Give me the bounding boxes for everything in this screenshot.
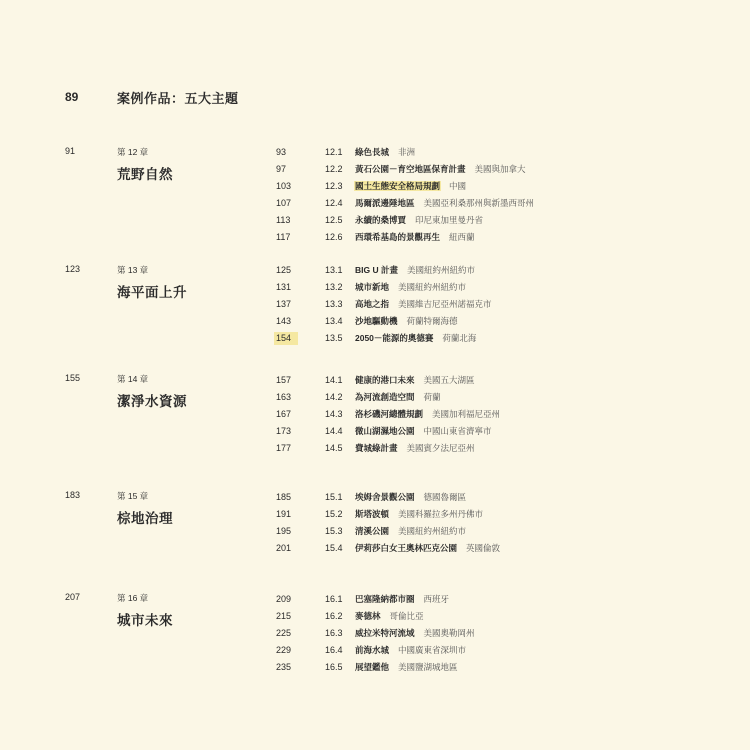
entry-page-number: 143 [276, 316, 292, 326]
entry-page-number: 185 [276, 492, 292, 502]
entry-location: 美國賓夕法尼亞州 [406, 443, 475, 453]
entry-title: 巴塞隆納都市圈 [355, 594, 415, 604]
entry-location: 中國 [449, 181, 467, 191]
entry-number: 14.1 [325, 375, 343, 385]
toc-entry[interactable] [0, 214, 750, 228]
entry-number: 13.1 [325, 265, 343, 275]
entry-number: 16.2 [325, 611, 343, 621]
entry-location: 哥倫比亞 [389, 611, 424, 621]
entry-page-number: 93 [276, 147, 287, 157]
entry-title: BIG U 計畫 [355, 265, 398, 275]
chapter-label: 第 12 章 [117, 147, 149, 157]
entry-title: 健康的港口未來 [355, 375, 415, 385]
toc-entry[interactable] [0, 491, 750, 505]
chapter-title: 棕地治理 [117, 511, 173, 527]
entry-page-number: 195 [276, 526, 292, 536]
entry-location: 美國鹽湖城地區 [398, 662, 458, 672]
entry-location: 非洲 [398, 147, 416, 157]
entry-number: 12.3 [325, 181, 343, 191]
entry-page-number: 97 [276, 164, 287, 174]
entry-location: 荷蘭特爾海德 [406, 316, 458, 326]
toc-entry[interactable] [0, 627, 750, 641]
toc-entry[interactable] [0, 508, 750, 522]
entry-number: 12.1 [325, 147, 343, 157]
toc-entry[interactable] [0, 332, 750, 346]
entry-title: 費城綠計畫 [355, 443, 398, 453]
entry-location: 中國廣東省深圳市 [398, 645, 467, 655]
entry-location: 美國紐約州紐約市 [406, 265, 475, 275]
toc-entry[interactable] [0, 298, 750, 312]
entry-location: 美國紐約州紐約市 [398, 526, 467, 536]
chapter-title: 潔淨水資源 [117, 394, 187, 410]
chapter-title: 荒野自然 [117, 167, 173, 183]
entry-location: 中國山東省濟寧市 [423, 426, 492, 436]
chapter-title: 城市未來 [117, 613, 173, 629]
entry-number: 16.3 [325, 628, 343, 638]
entry-title: 威拉米特河流域 [355, 628, 415, 638]
toc-entry[interactable] [0, 425, 750, 439]
toc-entry[interactable] [0, 146, 750, 160]
entry-page-number: 137 [276, 299, 292, 309]
entry-title: 西環希基島的景觀再生 [355, 232, 441, 242]
entry-page-number: 131 [276, 282, 292, 292]
entry-number: 12.2 [325, 164, 343, 174]
entry-page-number: 225 [276, 628, 292, 638]
entry-number: 12.5 [325, 215, 343, 225]
entry-number: 13.5 [325, 333, 343, 343]
toc-entry[interactable] [0, 264, 750, 278]
entry-number: 15.3 [325, 526, 343, 536]
chapter-page-number: 207 [65, 592, 81, 602]
entry-number: 15.1 [325, 492, 343, 502]
chapter-label: 第 14 章 [117, 374, 149, 384]
entry-title: 斯塔波頓 [355, 509, 390, 519]
entry-page-number: 163 [276, 392, 292, 402]
entry-page-number-highlighted: 154 [274, 332, 298, 345]
entry-title-highlighted: 國土生態安全格局規劃 [355, 181, 441, 191]
toc-entry[interactable] [0, 442, 750, 456]
entry-title: 埃姆舍景觀公園 [355, 492, 415, 502]
entry-location: 美國科羅拉多州丹佛市 [398, 509, 484, 519]
entry-page-number: 107 [276, 198, 292, 208]
entry-location: 美國奧勒岡州 [423, 628, 475, 638]
entry-number: 14.5 [325, 443, 343, 453]
entry-title: 清溪公園 [355, 526, 390, 536]
entry-page-number: 173 [276, 426, 292, 436]
entry-title: 前海水城 [355, 645, 390, 655]
entry-page-number: 191 [276, 509, 292, 519]
entry-page-number: 229 [276, 645, 292, 655]
entry-title: 伊莉莎白女王奧林匹克公園 [355, 543, 458, 553]
entry-number: 14.3 [325, 409, 343, 419]
entry-page-number: 201 [276, 543, 292, 553]
entry-number: 16.1 [325, 594, 343, 604]
entry-title: 麥德林 [355, 611, 381, 621]
entry-title: 馬爾派邊陲地區 [355, 198, 415, 208]
entry-title: 綠色長城 [355, 147, 390, 157]
entry-page-number: 177 [276, 443, 292, 453]
entry-title: 城市新地 [355, 282, 390, 292]
toc-entry[interactable] [0, 644, 750, 658]
entry-location: 荷蘭北海 [442, 333, 477, 343]
entry-title: 微山湖濕地公園 [355, 426, 415, 436]
entry-number: 12.4 [325, 198, 343, 208]
entry-page-number: 117 [276, 232, 291, 242]
entry-page-number: 125 [276, 265, 292, 275]
entry-location: 美國五大湖區 [423, 375, 475, 385]
entry-page-number: 103 [276, 181, 292, 191]
entry-number: 16.4 [325, 645, 343, 655]
entry-location: 英國倫敦 [466, 543, 501, 553]
toc-entry[interactable] [0, 281, 750, 295]
entry-location: 德國魯爾區 [423, 492, 467, 502]
entry-title: 沙地驅動機 [355, 316, 398, 326]
part-title: 案例作品：五大主題 [117, 92, 239, 107]
toc-entry[interactable] [0, 197, 750, 211]
entry-page-number: 167 [276, 409, 292, 419]
chapter-page-number: 91 [65, 146, 76, 156]
entry-title: 永續的桑博賈 [355, 215, 407, 225]
chapter-page-number: 183 [65, 490, 81, 500]
toc-entry[interactable] [0, 315, 750, 329]
entry-number: 13.3 [325, 299, 343, 309]
toc-entry[interactable] [0, 408, 750, 422]
chapter-title: 海平面上升 [117, 285, 187, 301]
entry-title: 黃石公園－育空地區保育計畫 [355, 164, 466, 174]
entry-location: 西班牙 [423, 594, 450, 604]
toc-entry[interactable] [0, 610, 750, 624]
part-header [0, 88, 750, 108]
entry-location: 美國加利福尼亞州 [432, 409, 501, 419]
entry-number: 16.5 [325, 662, 343, 672]
entry-number: 14.2 [325, 392, 343, 402]
entry-number: 13.4 [325, 316, 343, 326]
entry-number: 15.4 [325, 543, 343, 553]
toc-entry[interactable] [0, 542, 750, 556]
entry-title: 為河流創造空間 [355, 392, 415, 402]
entry-location: 美國紐約州紐約市 [398, 282, 467, 292]
entry-page-number: 209 [276, 594, 292, 604]
entry-location: 美國維吉尼亞州諾福克市 [398, 299, 492, 309]
entry-page-number: 215 [276, 611, 292, 621]
part-page-number: 89 [65, 90, 79, 104]
entry-location: 印尼東加里曼丹省 [415, 215, 484, 225]
toc-entry[interactable] [0, 661, 750, 675]
entry-title: 高地之指 [355, 299, 390, 309]
chapter-label: 第 13 章 [117, 265, 149, 275]
entry-page-number: 157 [276, 375, 292, 385]
toc-entry[interactable] [0, 180, 750, 194]
toc-entry[interactable] [0, 163, 750, 177]
toc-entry[interactable] [0, 593, 750, 607]
entry-title: 展望鑑他 [355, 662, 390, 672]
toc-entry[interactable] [0, 525, 750, 539]
toc-entry[interactable] [0, 391, 750, 405]
chapter-page-number: 155 [65, 373, 81, 383]
toc-entry[interactable] [0, 374, 750, 388]
entry-title: 洛杉磯河總體規劃 [355, 409, 424, 419]
entry-location: 美國亞利桑那州與新墨西哥州 [423, 198, 535, 208]
entry-location: 荷蘭 [423, 392, 441, 402]
chapter-page-number: 123 [65, 264, 81, 274]
entry-location: 美國與加拿大 [474, 164, 526, 174]
entry-title: 2050－能源的奧德賽 [355, 333, 434, 343]
entry-number: 15.2 [325, 509, 343, 519]
entry-number: 13.2 [325, 282, 343, 292]
entry-page-number: 235 [276, 662, 292, 672]
entry-location: 紐西蘭 [449, 232, 475, 242]
chapter-label: 第 15 章 [117, 491, 149, 501]
toc-entry[interactable] [0, 231, 750, 245]
entry-page-number: 113 [276, 215, 291, 225]
chapter-label: 第 16 章 [117, 593, 149, 603]
entry-number: 12.6 [325, 232, 343, 242]
entry-number: 14.4 [325, 426, 343, 436]
